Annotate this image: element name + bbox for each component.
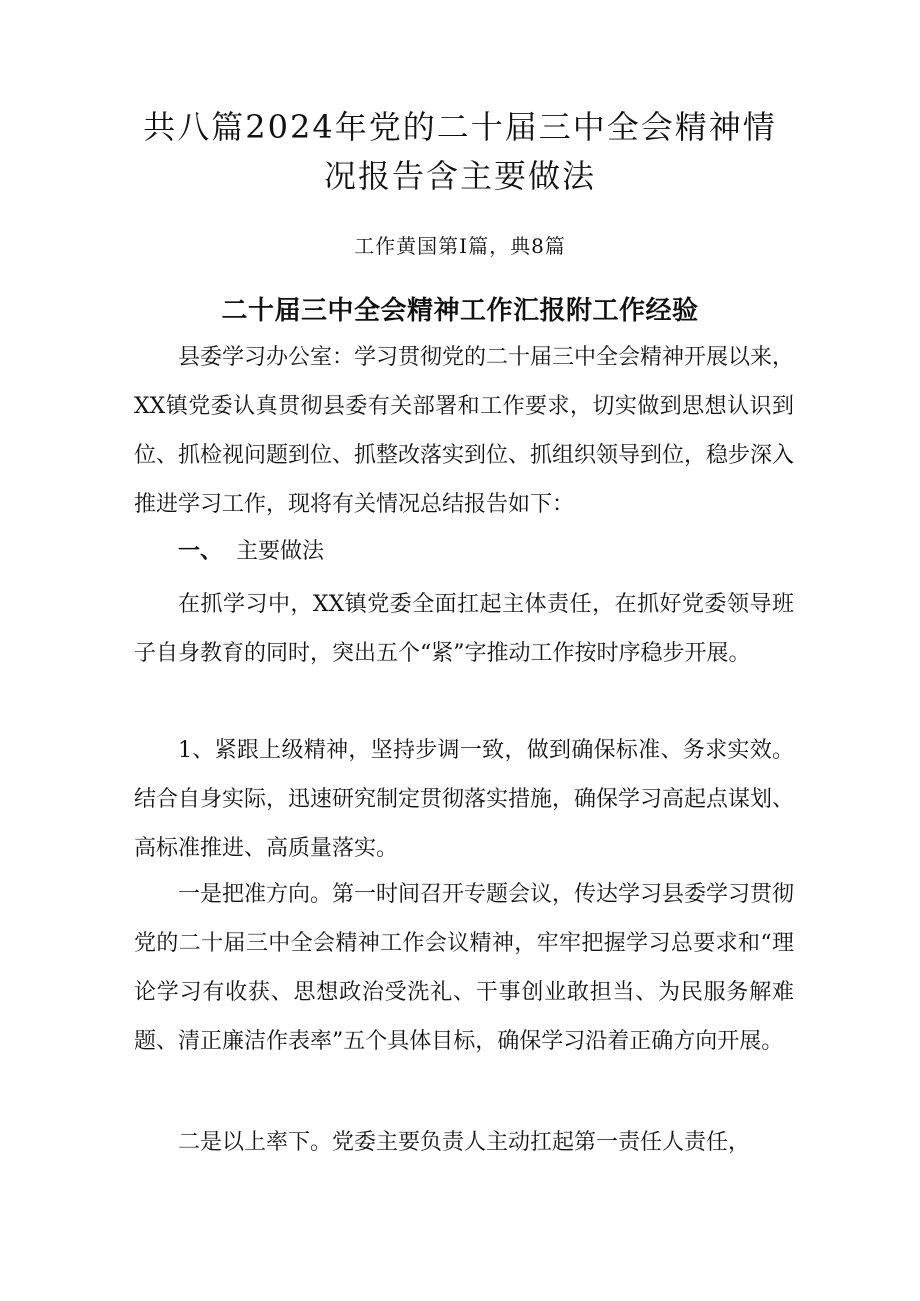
document-meta: 工作黄国第Ⅰ篇，典8篇	[354, 234, 566, 258]
document-title-line-1: 共八篇2024年党的二十届三中全会精神情	[143, 108, 777, 146]
paragraph-direction: 一是把准方向。第一时间召开专题会议，传达学习县委学习贯彻党的二十届三中全会精神工作会议精神，牢牢把握学习总要求和“理论学习有收获、思想政治受洗礼、干事创业敢担当、为民服务解难题、清正廉洁作表率”五个具体目标，确保学习沿着正确方向开展。	[134, 882, 795, 1054]
paragraph-overview: 在抓学习中，XX镇党委全面扛起主体责任，在抓好党委领导班子自身教育的同时，突出五个“紧”字推动工作按时序稳步开展。	[134, 592, 794, 666]
paragraph-lead-by-example: 二是以上率下。党委主要负责人主动扛起第一责任人责任，	[178, 1130, 751, 1155]
heading-main-practices	[178, 532, 324, 572]
document-title-line-2: 况报告含主要做法	[323, 157, 596, 195]
heading-number: 一、	[178, 539, 223, 564]
heading-text: 主要做法	[236, 539, 325, 564]
paragraph-point-1: 1、紧跟上级精神，坚持步调一致，做到确保标准、务求实效。结合自身实际，迅速研究制定贯彻落实措施，确保学习高起点谋划、高标准推进、高质量落实。	[134, 738, 795, 861]
section-title: 二十届三中全会精神工作汇报附工作经验	[221, 296, 699, 326]
paragraph-intro: 县委学习办公室：学习贯彻党的二十届三中全会精神开展以来，XX镇党委认真贯彻县委有关部署和工作要求，切实做到思想认识到位、抓检视问题到位、抓整改落实到位、抓组织领导到位，稳步深入推进学习工作，现将有关情况总结报告如下：	[134, 345, 795, 517]
